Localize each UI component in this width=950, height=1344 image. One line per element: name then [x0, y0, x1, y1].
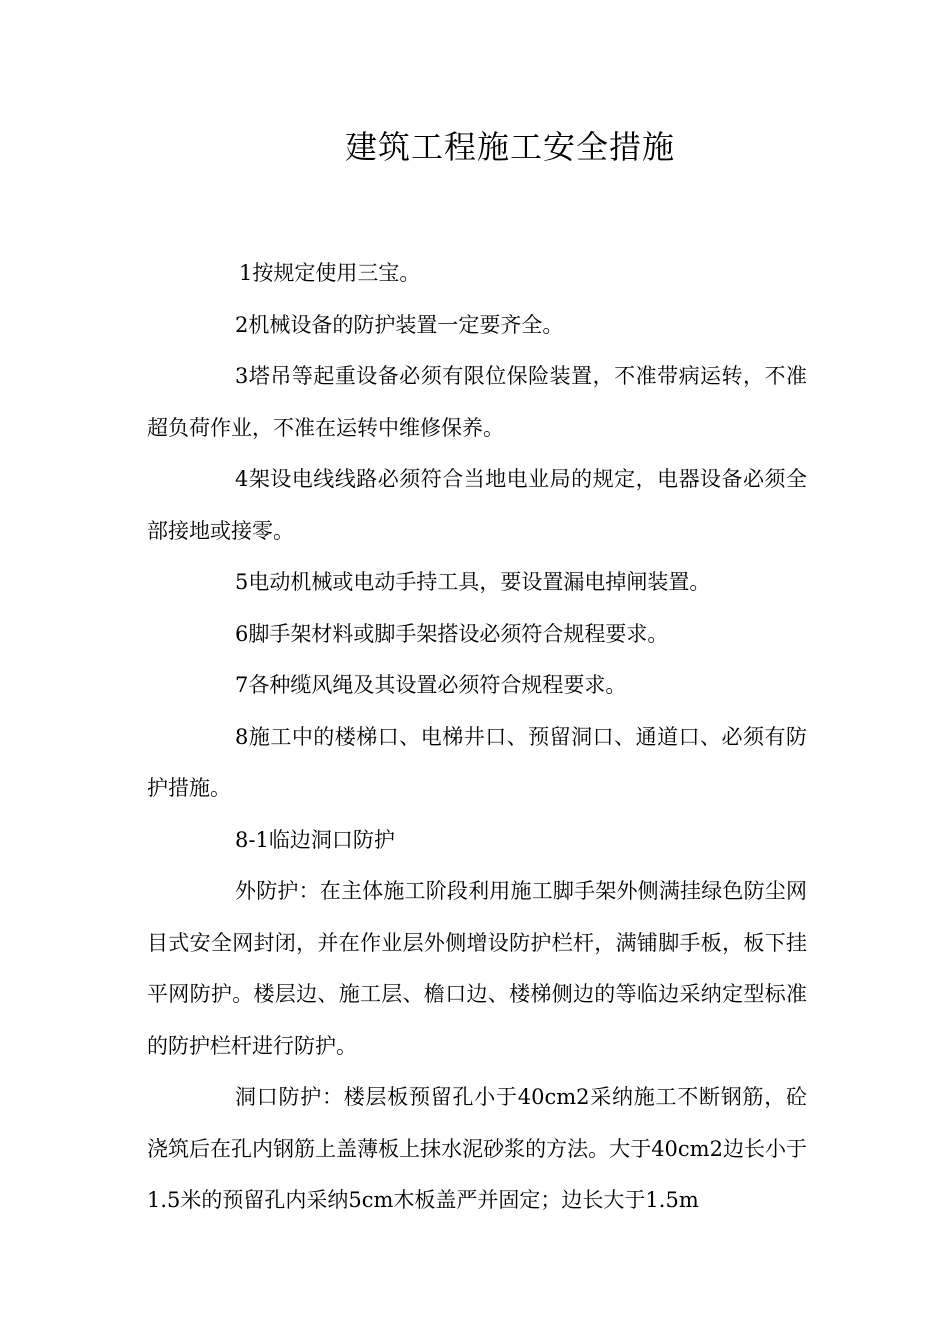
document-body: [147, 248, 807, 1227]
paragraph-3: 3塔吊等起重设备必须有限位保险装置，不准带病运转，不准超负荷作业，不准在运转中维修保养。: [147, 364, 807, 440]
paragraph-8: 8施工中的楼梯口、电梯井口、预留洞口、通道口、必须有防护措施。: [147, 724, 807, 800]
paragraph-5: 5电动机械或电动手持工具，要设置漏电掉闸装置。: [235, 570, 711, 594]
paragraph-6: 6脚手架材料或脚手架搭设必须符合规程要求。: [235, 621, 669, 646]
paragraph-7: 7各种缆风绳及其设置必须符合规程要求。: [235, 673, 627, 697]
document-title: 建筑工程施工安全措施: [344, 128, 675, 166]
paragraph-external-protection: 外防护：在主体施工阶段利用施工脚手架外侧满挂绿色防尘网目式安全网封闭，并在作业层外侧增设防护栏杆，满铺脚手板，板下挂平网防护。楼层边、施工层、檐口边、楼梯侧边的等临边采纳定型标准的防护栏杆进行防护。: [147, 879, 807, 1058]
paragraph-8-1-heading: 8-1临边洞口防护: [235, 827, 395, 852]
paragraph-opening-protection: 洞口防护：楼层板预留孔小于40cm2采纳施工不断钢筋，砼浇筑后在孔内钢筋上盖薄板上抹水泥砂浆的方法。大于40cm2边长小于1.5米的预留孔内采纳5cm木板盖严并固定；边长大于1.5m: [147, 1085, 807, 1212]
paragraph-1: 1按规定使用三宝。: [239, 261, 421, 285]
paragraph-2: 2机械设备的防护装置一定要齐全。: [235, 312, 564, 337]
paragraph-4: 4架设电线线路必须符合当地电业局的规定，电器设备必须全部接地或接零。: [147, 467, 807, 543]
